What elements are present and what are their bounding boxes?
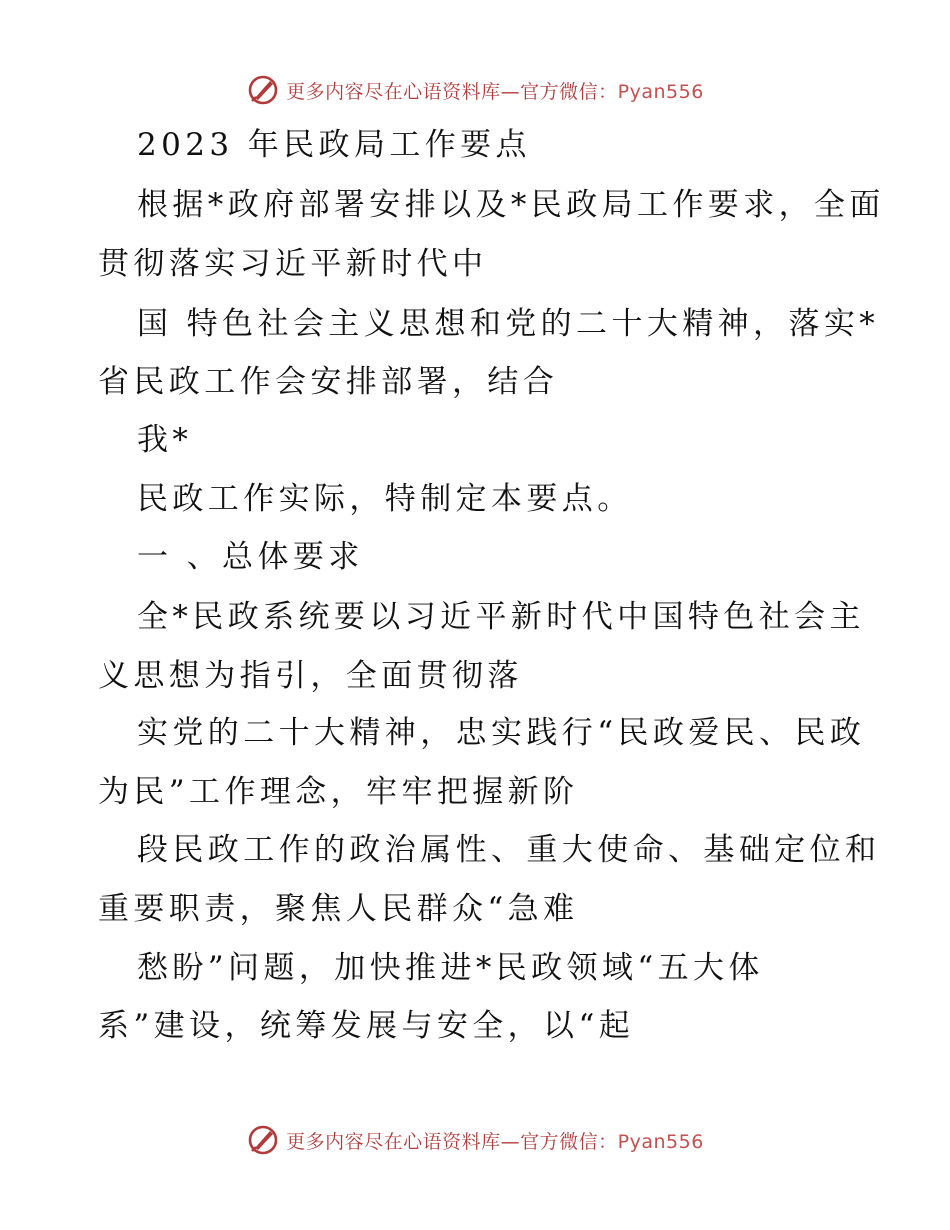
- text-line: 义思想为指引，全面贯彻落: [98, 658, 523, 694]
- text-line: 贯彻落实习近平新时代中: [98, 246, 488, 282]
- quill-logo-icon: [246, 1123, 280, 1157]
- text-line: 民政工作实际，特制定本要点。: [137, 481, 633, 517]
- footer-watermark: [0, 1120, 950, 1160]
- text-line: 根据*政府部署安排以及*民政局工作要求，全面: [137, 187, 885, 223]
- watermark-text: 更多内容尽在心语资料库—官方微信：Pyan556: [286, 1130, 704, 1153]
- text-line: 省民政工作会安排部署，结合: [98, 364, 559, 400]
- quill-logo-icon: [246, 73, 280, 107]
- text-line: 国 特色社会主义思想和党的二十大精神，落实*: [137, 306, 880, 342]
- header-watermark: [0, 70, 950, 110]
- text-line: 系”建设，统筹发展与安全，以“起: [98, 1008, 635, 1044]
- text-line: 全*民政系统要以习近平新时代中国特色社会主: [137, 599, 865, 635]
- text-line: 重要职责，聚焦人民群众“急难: [98, 891, 579, 927]
- document-title: 2023 年民政局工作要点: [137, 127, 531, 163]
- text-line: 段民政工作的政治属性、重大使命、基础定位和: [137, 832, 881, 868]
- text-line: 实党的二十大精神，忠实践行“民政爱民、民政: [137, 715, 866, 751]
- text-line: 我*: [137, 422, 193, 458]
- text-line: 愁盼”问题，加快推进*民政领域“五大体: [137, 950, 764, 986]
- section-heading: 一 、总体要求: [137, 539, 364, 575]
- watermark-text: 更多内容尽在心语资料库—官方微信：Pyan556: [286, 80, 704, 103]
- text-line: 为民”工作理念，牢牢把握新阶: [98, 774, 579, 810]
